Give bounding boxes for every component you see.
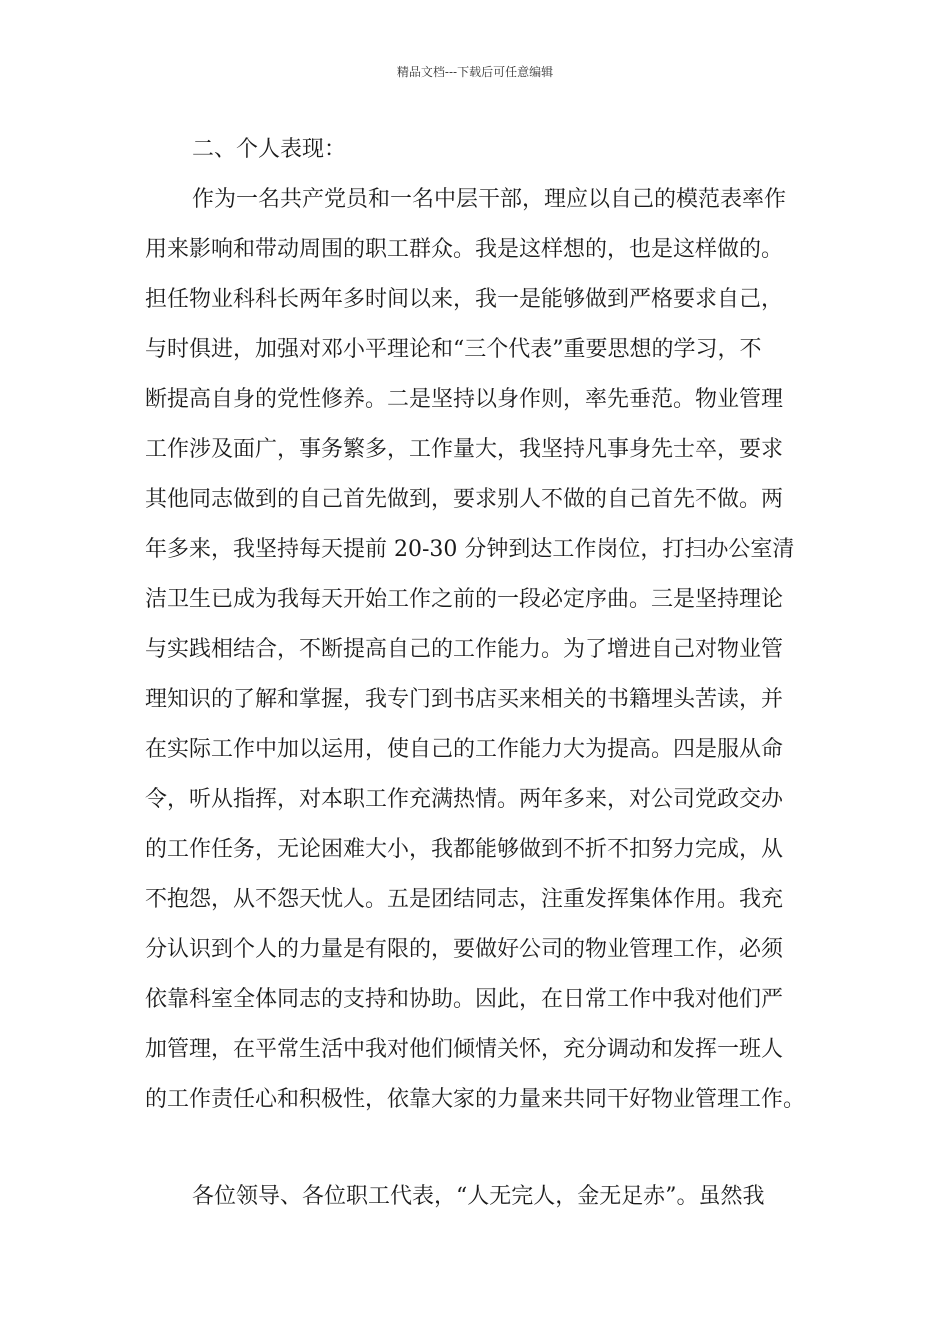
paragraph-line: 用来影响和带动周围的职工群众。我是这样想的，也是这样做的。 (145, 237, 784, 262)
section-heading: 二、个人表现： (192, 137, 347, 162)
paragraph-line: 理知识的了解和掌握，我专门到书店买来相关的书籍埋头苦读，并 (145, 687, 784, 712)
paragraph-line: 断提高自身的党性修养。二是坚持以身作则，率先垂范。物业管理 (145, 387, 784, 412)
paragraph-line: 各位领导、各位职工代表，“人无完人，金无足赤”。虽然我 (192, 1184, 765, 1209)
paragraph-line: 洁卫生已成为我每天开始工作之前的一段必定序曲。三是坚持理论 (145, 587, 784, 612)
paragraph-line: 工作涉及面广，事务繁多，工作量大，我坚持凡事身先士卒，要求 (145, 437, 784, 462)
paragraph-line: 在实际工作中加以运用，使自己的工作能力大为提高。四是服从命 (145, 737, 784, 762)
paragraph-closing (145, 1177, 825, 1227)
paragraph-line: 分认识到个人的力量是有限的，要做好公司的物业管理工作，必须 (145, 937, 784, 962)
paragraph-line: 担任物业科科长两年多时间以来，我一是能够做到严格要求自己， (145, 287, 784, 312)
paragraph-line: 的工作任务，无论困难大小，我都能够做到不折不扣努力完成，从 (145, 837, 784, 862)
paragraph-line: 年多来，我坚持每天提前 20-30 分钟到达工作岗位，打扫办公室清 (145, 537, 795, 562)
paragraph-line: 与实践相结合，不断提高自己的工作能力。为了增进自己对物业管 (145, 637, 784, 662)
paragraph-line: 依靠科室全体同志的支持和协助。因此，在日常工作中我对他们严 (145, 987, 784, 1012)
paragraph-line: 令，听从指挥，对本职工作充满热情。两年多来，对公司党政交办 (145, 787, 784, 812)
page-header-watermark: 精品文档---下载后可任意编辑 (396, 65, 554, 79)
paragraph-line: 加管理，在平常生活中我对他们倾情关怀，充分调动和发挥一班人 (145, 1037, 784, 1062)
paragraph-personal-performance (145, 180, 825, 1130)
paragraph-line: 其他同志做到的自己首先做到，要求别人不做的自己首先不做。两 (145, 487, 784, 512)
paragraph-line: 的工作责任心和积极性，依靠大家的力量来共同干好物业管理工作。 (145, 1087, 806, 1112)
paragraph-line: 与时俱进，加强对邓小平理论和“三个代表”重要思想的学习，不 (145, 337, 762, 362)
paragraph-line: 作为一名共产党员和一名中层干部，理应以自己的模范表率作 (192, 187, 787, 212)
paragraph-line: 不抱怨，从不怨天忧人。五是团结同志，注重发挥集体作用。我充 (145, 887, 784, 912)
